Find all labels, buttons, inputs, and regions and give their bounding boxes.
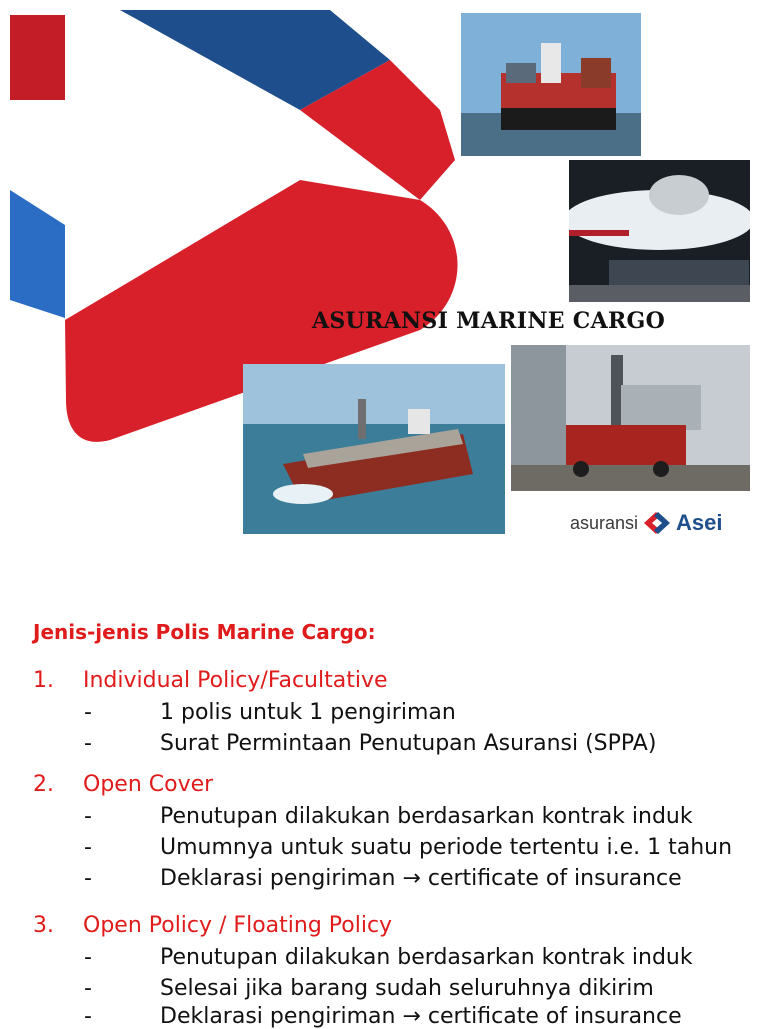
- brand-name: Asei: [676, 510, 723, 535]
- bullet-3-2: - Selesai jika barang sudah seluruhnya dikirim: [84, 976, 654, 1001]
- bullet-1-2: - Surat Permintaan Penutupan Asuransi (SPPA): [84, 731, 657, 756]
- bullet-3-3: - Deklarasi pengiriman → certificate of insurance: [84, 1004, 682, 1029]
- bullet-2-3: - Deklarasi pengiriman → certificate of insurance: [84, 866, 682, 891]
- bullet-2-2: - Umumnya untuk suatu periode tertentu i.e. 1 tahun: [84, 835, 733, 860]
- slide-title: ASURANSI MARINE CARGO: [312, 308, 666, 334]
- item-number: 1.: [33, 668, 54, 693]
- brand-prefix: asuransi: [570, 512, 639, 533]
- container-ship-photo: [461, 13, 641, 156]
- bullet-3-1: - Penutupan dilakukan berdasarkan kontrak induk: [84, 945, 693, 970]
- section-heading: Jenis-jenis Polis Marine Cargo:: [33, 620, 376, 644]
- list-item-1: [33, 668, 388, 693]
- list-item-2: [33, 772, 213, 797]
- item-number: 2.: [33, 772, 54, 797]
- cargo-airplane-photo: [569, 160, 750, 302]
- bullet-2-1: - Penutupan dilakukan berdasarkan kontrak induk: [84, 804, 693, 829]
- item-label: Open Cover: [83, 772, 214, 797]
- item-number: 3.: [33, 913, 54, 938]
- item-label: Open Policy / Floating Policy: [83, 913, 393, 938]
- asei-chevron-icon: [640, 510, 674, 536]
- bullet-1-1: - 1 polis untuk 1 pengiriman: [84, 700, 456, 725]
- oil-tanker-photo: [243, 364, 505, 534]
- asei-brand-logo: [570, 510, 723, 536]
- list-item-3: [33, 913, 392, 938]
- item-label: Individual Policy/Facultative: [83, 668, 388, 693]
- container-truck-photo: [511, 345, 750, 491]
